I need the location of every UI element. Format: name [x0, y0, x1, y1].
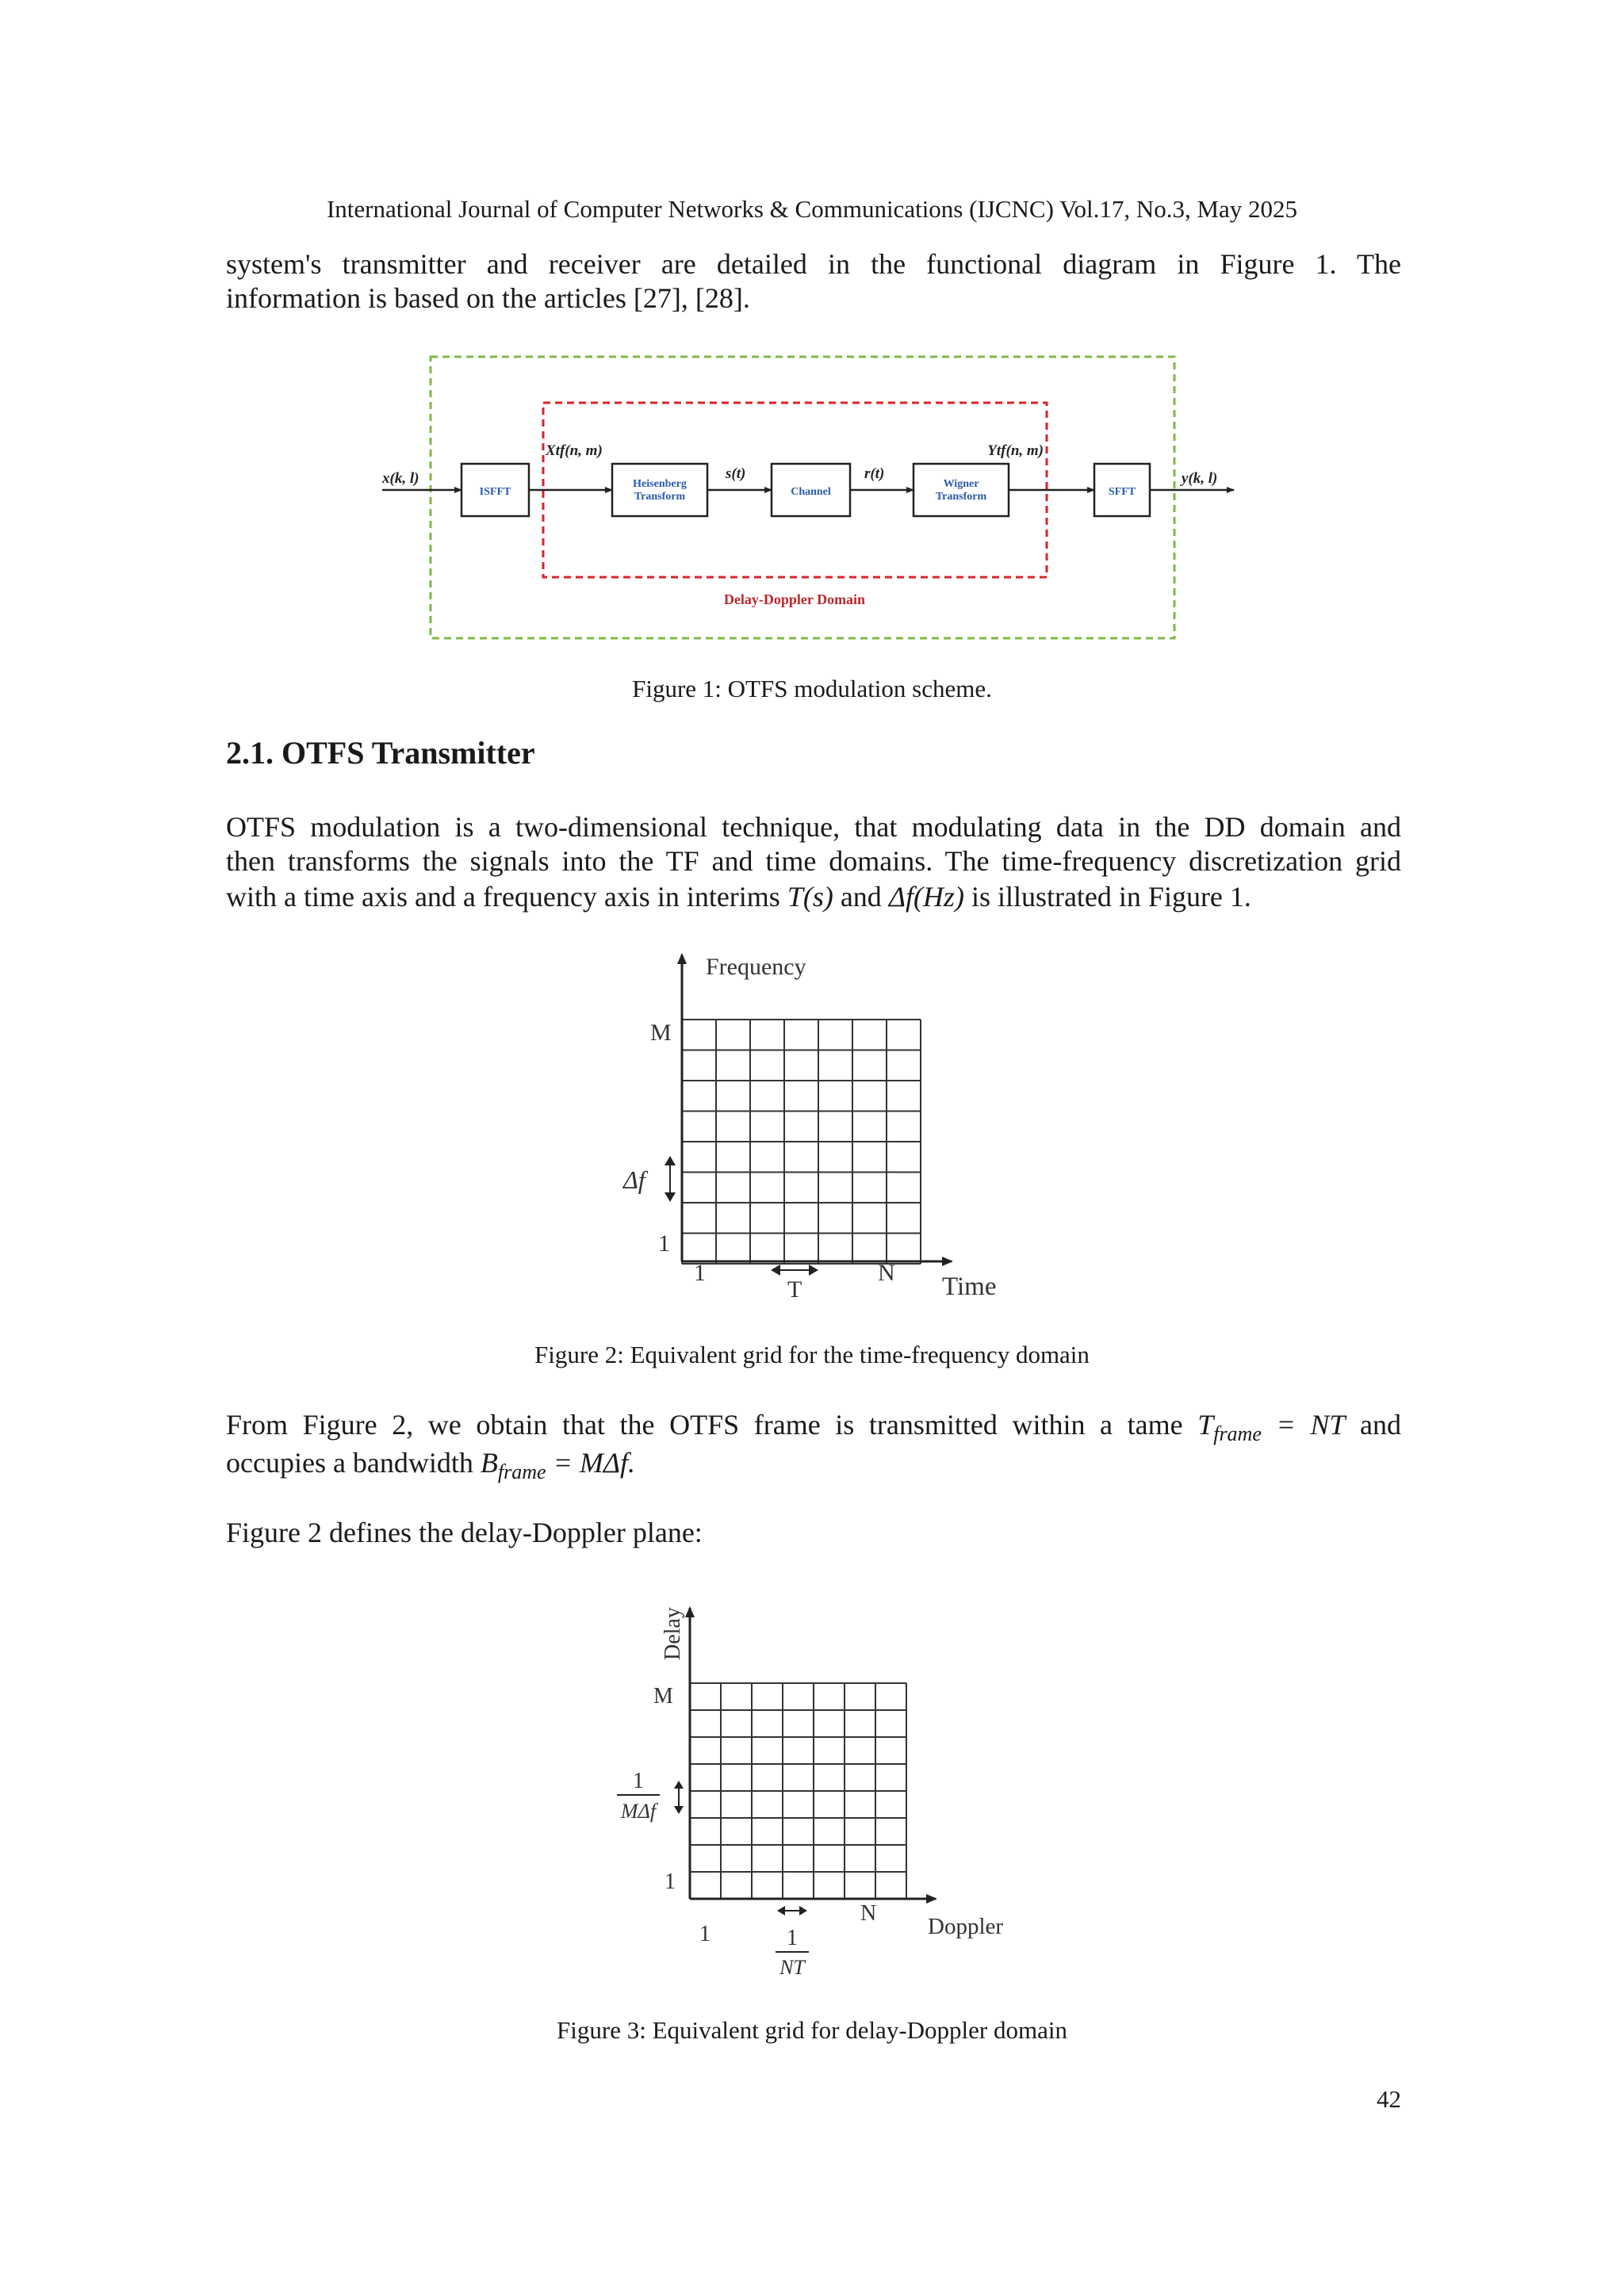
delay-spacing-denominator: MΔf: [620, 1800, 657, 1823]
svg-text:ISFFT: ISFFT: [479, 486, 511, 498]
t-label: T: [787, 1276, 802, 1303]
doppler-spacing-numerator: 1: [787, 1926, 798, 1950]
figure3-caption: Figure 3: Equivalent grid for delay-Doppler domain: [557, 2016, 1067, 2044]
time-axis-label: Time: [942, 1272, 997, 1301]
signal-xtf-label: Xtf(n, m): [546, 442, 603, 459]
body-p2-line-1: From Figure 2, we obtain that the OTFS frame is transmitted within a tame $T_{frame}$ = NT and: [226, 1409, 1401, 1446]
svg-text:Heisenberg: Heisenberg: [633, 478, 687, 490]
journal-header: International Journal of Computer Networks & Communications (IJCNC) Vol.17, No.3, May 2025: [326, 195, 1298, 223]
svg-text:Channel: Channel: [791, 486, 831, 498]
figure2-caption: Figure 2: Equivalent grid for the time-frequency domain: [534, 1341, 1090, 1368]
signal-input-label: x(k, l): [382, 470, 419, 487]
frequency-axis-label: Frequency: [706, 954, 806, 980]
wigner-transform-block: [914, 464, 1009, 516]
signal-rt-label: r(t): [864, 465, 885, 482]
body-p1-line-1: OTFS modulation is a two-dimensional technique, that modulating data in the DD domain and: [226, 811, 1401, 843]
signal-ytf-label: Ytf(n, m): [987, 442, 1044, 459]
body-p1-line-3: with a time axis and a frequency axis in interims T(s) and Δf(Hz) is illustrated in Figure 1.: [226, 881, 1251, 913]
section-heading: 2.1. OTFS Transmitter: [226, 735, 535, 771]
m-label: M: [653, 1684, 673, 1709]
figure3-dd-grid: [603, 1594, 1015, 1990]
tf-grid-cells: [682, 1020, 921, 1264]
svg-text:SFFT: SFFT: [1108, 486, 1136, 498]
figure2-tf-grid: [603, 943, 1015, 1308]
delay-axis-label: Delay: [661, 1607, 685, 1660]
signal-st-label: s(t): [726, 465, 746, 482]
m-label: M: [650, 1020, 672, 1046]
n-label: N: [860, 1901, 877, 1926]
one-x-label: 1: [694, 1260, 706, 1286]
isfft-block: [462, 464, 529, 516]
signal-output-label: y(k, l): [1182, 470, 1218, 487]
doppler-axis-label: Doppler: [928, 1914, 1004, 1939]
page-number: 42: [1377, 2085, 1401, 2113]
body-p1-line-2: then transforms the signals into the TF and time domains. The time-frequency discretization grid: [226, 845, 1401, 877]
delay-spacing-numerator: 1: [633, 1769, 644, 1793]
delta-f-label: Δf: [623, 1165, 645, 1194]
heisenberg-transform-block: [612, 464, 707, 516]
figure1-diagram: [373, 349, 1253, 642]
one-y-label: 1: [658, 1230, 670, 1257]
intro-line-1: system's transmitter and receiver are detailed in the functional diagram in Figure 1. The: [226, 248, 1401, 280]
channel-block: [772, 464, 850, 516]
body-p3: Figure 2 defines the delay-Doppler plane:: [226, 1517, 703, 1548]
n-label: N: [878, 1260, 895, 1286]
body-p2-line-2: occupies a bandwidth $B_{frame} = M\Delta f$.: [226, 1447, 635, 1484]
svg-text:Wigner: Wigner: [943, 478, 979, 490]
sfft-block: [1094, 464, 1150, 516]
one-y-label: 1: [665, 1869, 676, 1894]
figure1-caption: Figure 1: OTFS modulation scheme.: [632, 675, 992, 702]
dd-grid-cells: [690, 1683, 906, 1899]
doppler-spacing-denominator: NT: [779, 1956, 805, 1979]
intro-line-2: information is based on the articles [27], [28].: [226, 282, 750, 314]
one-x-label: 1: [699, 1922, 710, 1946]
svg-text:Transform: Transform: [935, 491, 987, 503]
delay-doppler-domain-label: Delay-Doppler Domain: [723, 591, 866, 607]
svg-text:Transform: Transform: [634, 491, 686, 503]
